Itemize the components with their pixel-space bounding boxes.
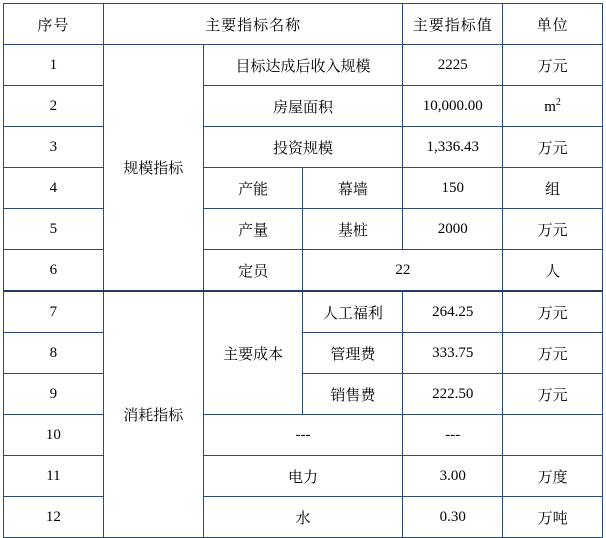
row-subname: 人工福利 (303, 291, 403, 333)
row-unit: 万元 (503, 127, 603, 168)
row-unit: 万吨 (503, 497, 603, 538)
column-header-unit: 单位 (503, 4, 603, 45)
row-value: 264.25 (403, 291, 503, 333)
row-subname: 销售费 (303, 374, 403, 415)
row-name: 水 (203, 497, 403, 538)
row-index: 2 (4, 86, 104, 127)
row-subname: 基桩 (303, 209, 403, 250)
unit-superscript: 2 (555, 96, 561, 108)
column-header-name: 主要指标名称 (103, 4, 402, 45)
row-value: 22 (303, 250, 503, 292)
row-index: 7 (4, 291, 104, 333)
row-subname: 管理费 (303, 333, 403, 374)
group-label-consume: 消耗指标 (103, 291, 203, 538)
row-unit: 组 (503, 168, 603, 209)
row-name: 投资规模 (203, 127, 403, 168)
row-unit: 万度 (503, 456, 603, 497)
table-row (4, 127, 603, 168)
unit-text: m (544, 98, 556, 115)
row-value: 2000 (403, 209, 503, 250)
table-row (4, 168, 603, 209)
indicator-table (3, 3, 603, 538)
indicator-table-sheet (0, 3, 606, 525)
table-body (4, 45, 603, 538)
row-index: 5 (4, 209, 104, 250)
row-unit: 人 (503, 250, 603, 292)
row-unit (503, 415, 603, 456)
row-unit: 万元 (503, 209, 603, 250)
row-value: 222.50 (403, 374, 503, 415)
table-header (4, 4, 603, 45)
table-row (4, 250, 603, 292)
table-row (4, 374, 603, 415)
row-index: 11 (4, 456, 104, 497)
row-index: 4 (4, 168, 104, 209)
row-index: 8 (4, 333, 104, 374)
row-index: 6 (4, 250, 104, 292)
table-row (4, 497, 603, 538)
row-index: 1 (4, 45, 104, 86)
row-unit: 万元 (503, 291, 603, 333)
row-index: 12 (4, 497, 104, 538)
row-value: 0.30 (403, 497, 503, 538)
row-name: 电力 (203, 456, 403, 497)
row-name: 主要成本 (203, 291, 303, 415)
table-row (4, 333, 603, 374)
table-row (4, 86, 603, 127)
row-unit: 万元 (503, 333, 603, 374)
row-value: 10,000.00 (403, 86, 503, 127)
group-label-scale: 规模指标 (103, 45, 203, 292)
table-row (4, 209, 603, 250)
row-value: 2225 (403, 45, 503, 86)
table-row (4, 456, 603, 497)
row-value: 1,336.43 (403, 127, 503, 168)
table-header-row (4, 4, 603, 45)
row-name: 产量 (203, 209, 303, 250)
row-value: 3.00 (403, 456, 503, 497)
row-unit: 万元 (503, 45, 603, 86)
row-subname: 幕墙 (303, 168, 403, 209)
column-header-index: 序号 (4, 4, 104, 45)
row-name: 房屋面积 (203, 86, 403, 127)
row-name: 目标达成后收入规模 (203, 45, 403, 86)
table-row (4, 415, 603, 456)
row-value: --- (403, 415, 503, 456)
row-value: 150 (403, 168, 503, 209)
row-unit: 万元 (503, 374, 603, 415)
row-index: 10 (4, 415, 104, 456)
table-row (4, 291, 603, 333)
column-header-value: 主要指标值 (403, 4, 503, 45)
row-name: 定员 (203, 250, 303, 292)
row-unit (503, 86, 603, 127)
row-index: 9 (4, 374, 104, 415)
row-index: 3 (4, 127, 104, 168)
table-row (4, 45, 603, 86)
row-name: 产能 (203, 168, 303, 209)
row-value: 333.75 (403, 333, 503, 374)
row-name: --- (203, 415, 403, 456)
